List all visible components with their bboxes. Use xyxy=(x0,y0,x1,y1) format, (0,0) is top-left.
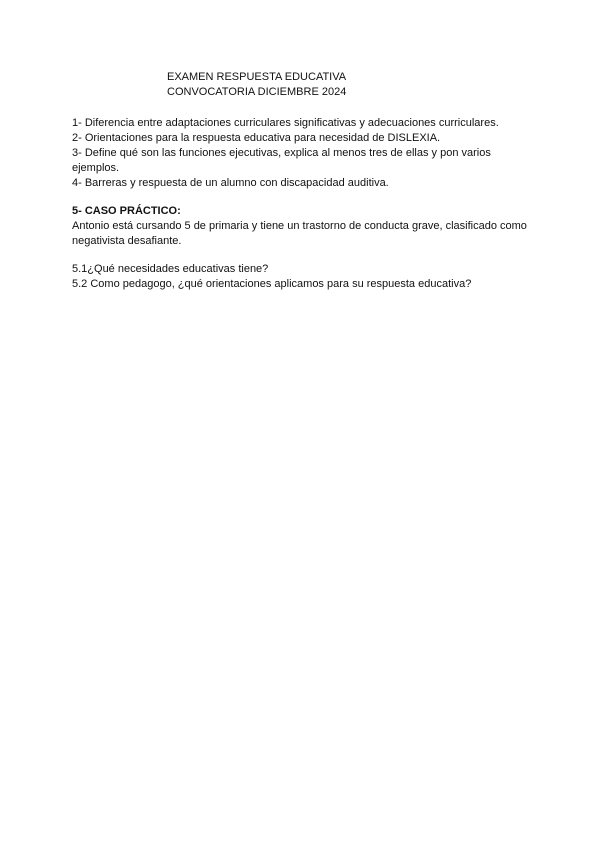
exam-session: CONVOCATORIA DICIEMBRE 2024 xyxy=(167,86,347,98)
case-study-title: 5- CASO PRÁCTICO: xyxy=(72,205,181,217)
case-study xyxy=(72,204,532,249)
exam-title: EXAMEN RESPUESTA EDUCATIVA xyxy=(167,71,347,83)
case-subquestion: 5.2 Como pedagogo, ¿qué orientaciones aplicamos para su respuesta educativa? xyxy=(72,278,472,290)
case-subquestion: 5.1¿Qué necesidades educativas tiene? xyxy=(72,263,269,275)
question-item: 4- Barreras y respuesta de un alumno con discapacidad auditiva. xyxy=(72,177,389,189)
case-study-text: Antonio está cursando 5 de primaria y tiene un trastorno de conducta grave, clasificado como negativista desafiante. xyxy=(72,220,527,247)
case-subquestion-list xyxy=(72,262,532,292)
question-list xyxy=(72,116,532,191)
question-item: 3- Define qué son las funciones ejecutivas, explica al menos tres de ellas y pon varios ejemplos. xyxy=(72,147,491,174)
question-item: 1- Diferencia entre adaptaciones curriculares significativas y adecuaciones curriculares. xyxy=(72,117,499,129)
question-item: 2- Orientaciones para la respuesta educativa para necesidad de DISLEXIA. xyxy=(72,132,441,144)
exam-header xyxy=(167,70,346,100)
